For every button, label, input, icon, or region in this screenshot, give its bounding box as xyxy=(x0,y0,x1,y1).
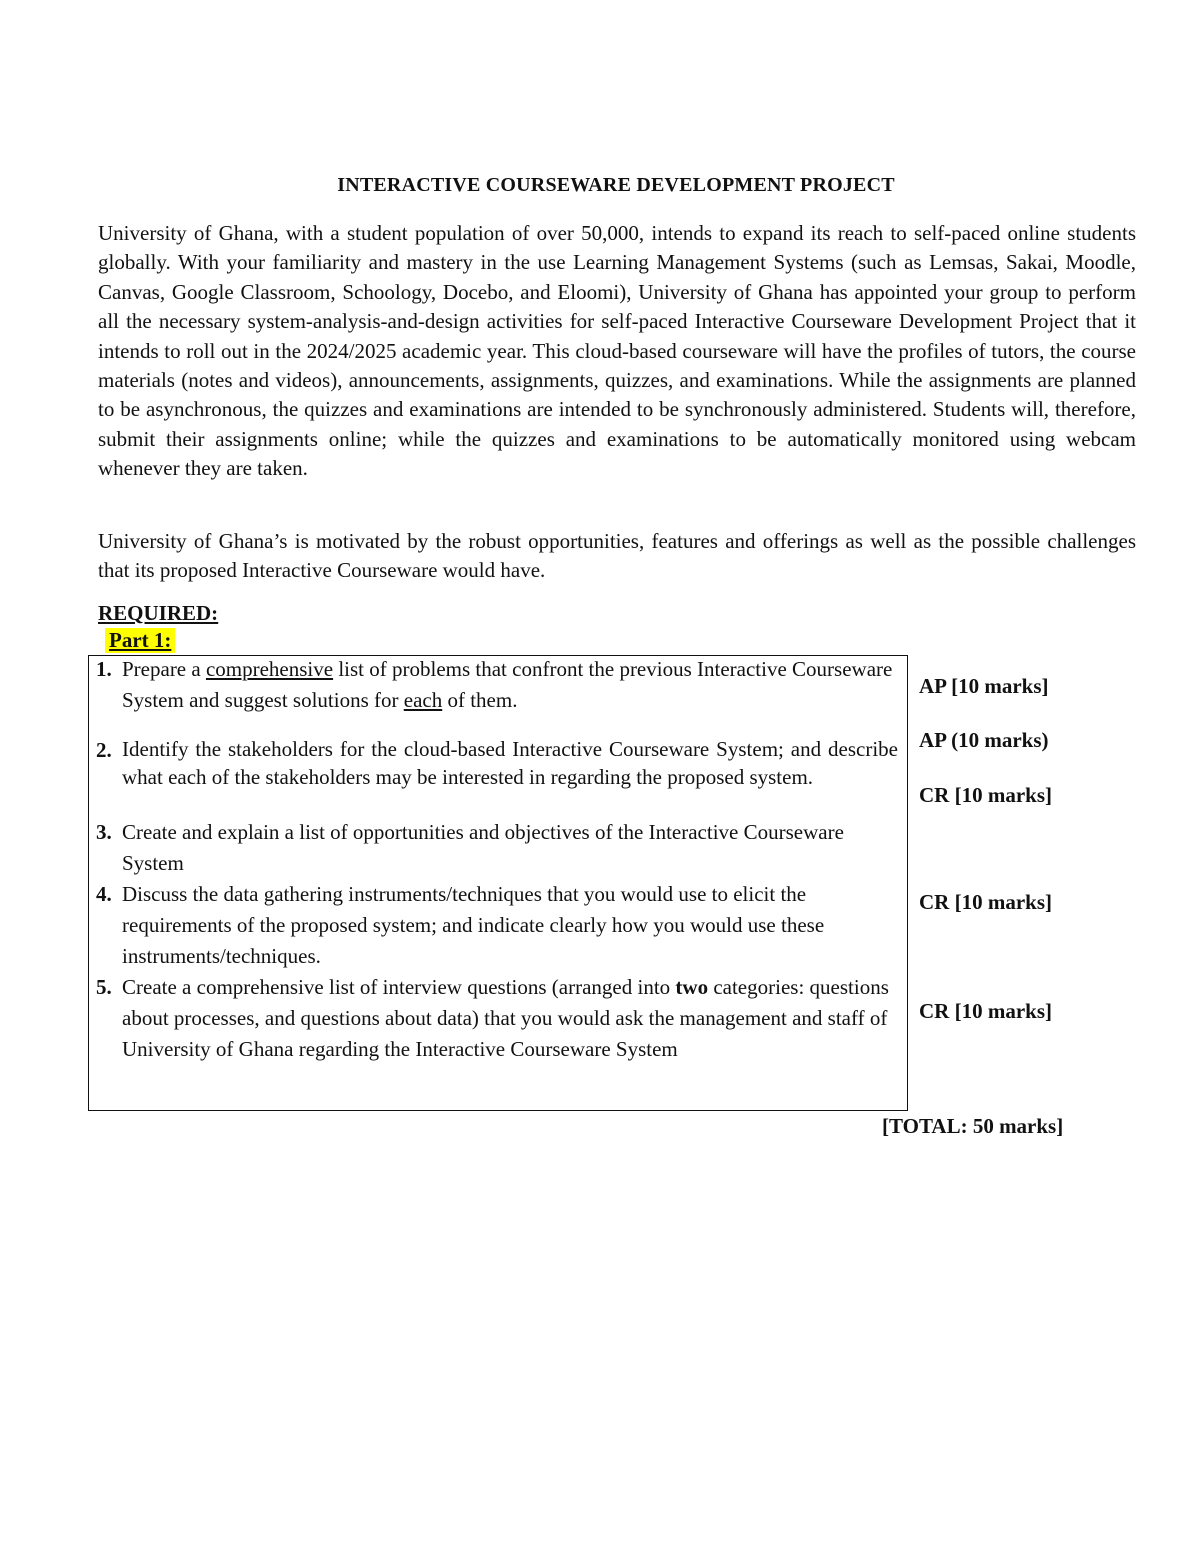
task-item-4 xyxy=(96,879,898,972)
required-heading: REQUIRED: xyxy=(98,601,219,625)
task-item-1 xyxy=(96,654,898,716)
task-number: 1. xyxy=(96,657,112,681)
motivation-paragraph: University of Ghana’s is motivated by the robust opportunities, features and offerings as well as the possible challenges that its proposed Interactive Courseware would have. xyxy=(98,529,1136,583)
task-text: Discuss the data gathering instruments/techniques that you would use to elicit the requirements of the proposed system; and indicate clearly how you would use these instruments/techniques. xyxy=(122,882,825,968)
part-1-heading: Part 1: xyxy=(105,628,175,653)
intro-paragraph: University of Ghana, with a student population of over 50,000, intends to expand its reach to self-paced online students globally. With your familiarity and mastery in the use Learning Management Systems (such as Lemsas, Sakai, Moodle, Canvas, Google Classroom, Schoology, Docebo, and Eloomi), University of Ghana has appointed your group to perform all the necessary system-analysis-and-design activities for self-paced Interactive Courseware Development Project that it intends to roll out in the 2024/2025 academic year. This cloud-based courseware will have the profiles of tutors, the course materials (notes and videos), announcements, assignments, quizzes, and examinations. While the assignments are planned to be asynchronous, the quizzes and examinations are intended to be synchronously administered. Students will, therefore, submit their assignments online; while the quizzes and examinations to be automatically monitored using webcam whenever they are taken. xyxy=(98,221,1136,481)
emphasis-each: each xyxy=(403,688,443,712)
task-number: 2. xyxy=(96,738,112,762)
task-text: Create a comprehensive list of interview questions (arranged into two categories: questions about processes, and questions about data) that you would ask the management and staff of University of Ghana regarding the Interactive Courseware System xyxy=(122,975,889,1061)
marks-task-2: AP (10 marks) xyxy=(919,728,1049,752)
marks-task-3: CR [10 marks] xyxy=(919,783,1052,807)
task-text: Prepare a comprehensive list of problems that confront the previous Interactive Courseware System and suggest solutions for each of them. xyxy=(122,657,893,712)
task-number: 5. xyxy=(96,975,112,999)
task-item-2 xyxy=(96,735,898,791)
emphasis-comprehensive: comprehensive xyxy=(205,657,334,681)
task-number: 3. xyxy=(96,820,112,844)
emphasis-two: two xyxy=(675,975,709,999)
task-text: Create and explain a list of opportunities and objectives of the Interactive Courseware System xyxy=(122,820,844,875)
marks-task-5: CR [10 marks] xyxy=(919,999,1052,1023)
document-title: INTERACTIVE COURSEWARE DEVELOPMENT PROJECT xyxy=(337,174,895,196)
total-marks: [TOTAL: 50 marks] xyxy=(882,1114,1064,1138)
task-item-3 xyxy=(96,817,898,879)
task-text: Identify the stakeholders for the cloud-based Interactive Courseware System; and describe what each of the stakeholders may be interested in regarding the proposed system. xyxy=(122,737,898,789)
task-number: 4. xyxy=(96,882,112,906)
marks-task-4: CR [10 marks] xyxy=(919,890,1052,914)
task-item-5 xyxy=(96,972,898,1065)
marks-task-1: AP [10 marks] xyxy=(919,674,1049,698)
